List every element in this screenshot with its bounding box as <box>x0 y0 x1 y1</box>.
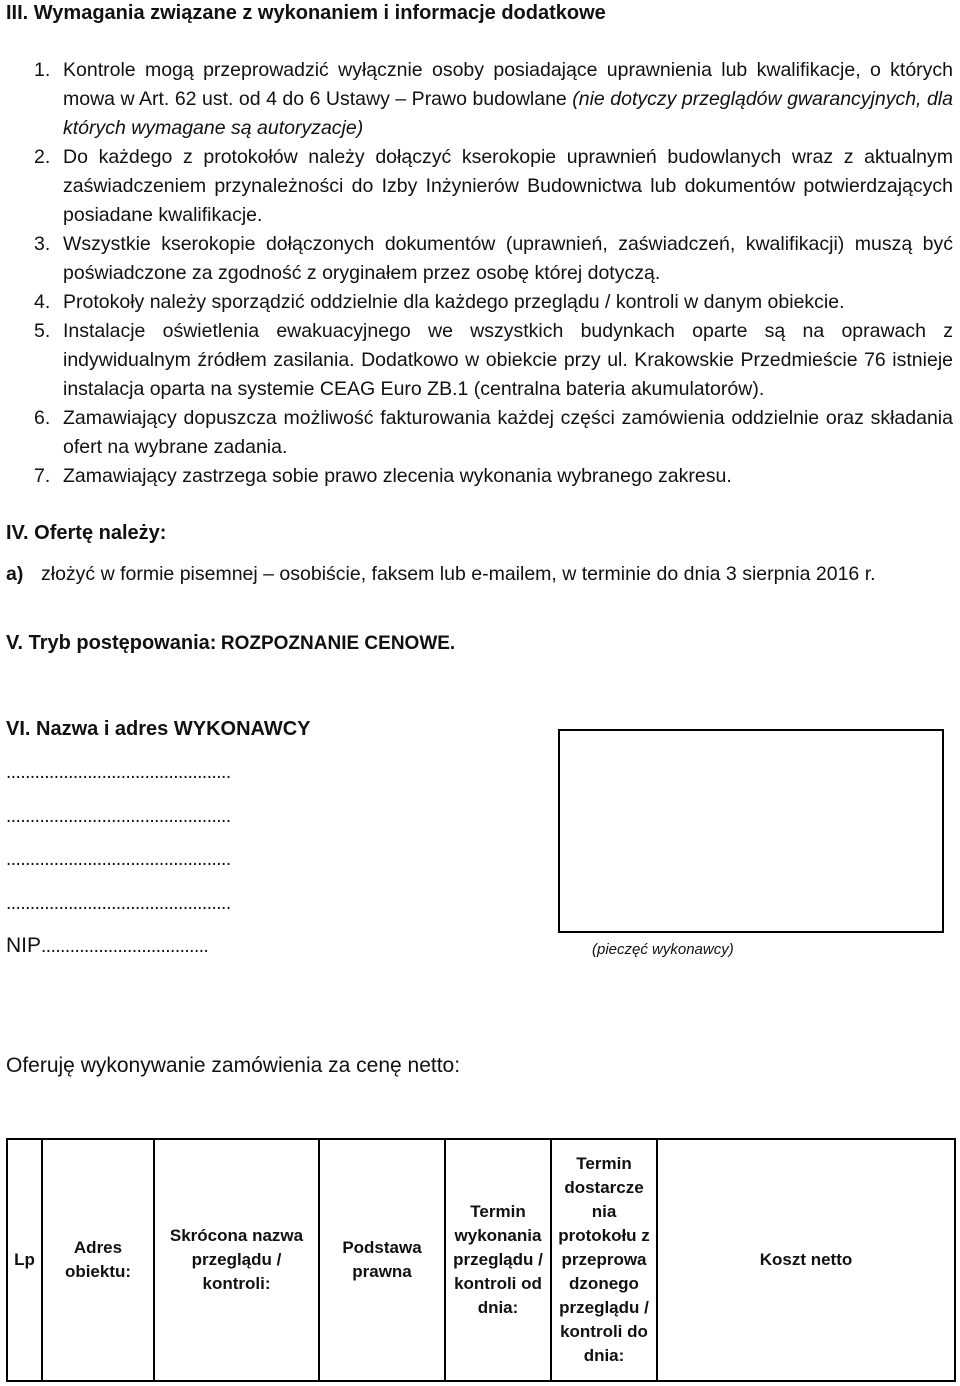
item-1-text-note: (nie dotyczy przeglądów gwarancyjnych, dla których wymagane są autoryzacje) <box>63 88 953 139</box>
contractor-line-1: ............................................... <box>6 762 231 783</box>
table-header-row <box>7 1139 955 1381</box>
item-1-text-main: Kontrole mogą przeprowadzić wyłącznie osoby posiadające uprawnienia lub kwalifikacje, o których mowa w Art. 62 ust. od 4 do 6 Ustawy – Prawo budowlane <box>63 59 953 110</box>
item-5-text: Instalacje oświetlenia ewakuacyjnego we wszystkich budynkach oparte są na oprawach z indywidualnym źródłem zasilania. Dodatkowo w obiekcie przy ul. Krakowskie Przedmieście 76 istnieje instalacja oparta na systemie CEAG Euro ZB.1 (centralna bateria akumulatorów). <box>63 320 953 400</box>
section-4-title: IV. Ofertę należy: <box>6 522 167 544</box>
col-header-delivery-date: Termin dostarcze nia protokołu z przeprowa dzonego przeglądu / kontroli do dnia: <box>551 1139 657 1381</box>
item-7-text: Zamawiający zastrzega sobie prawo zlecenia wykonania wybranego zakresu. <box>63 465 732 487</box>
item-4-number: 4. <box>34 291 51 313</box>
col-header-inspection-name: Skrócona nazwa przeglądu / kontroli: <box>154 1139 319 1381</box>
item-6-number: 6. <box>34 407 51 429</box>
item-2-number: 2. <box>34 146 51 168</box>
col-header-legal-basis: Podstawa prawna <box>319 1139 445 1381</box>
section-5-line <box>6 632 455 655</box>
offer-item-text: złożyć w formie pisemnej – osobiście, faksem lub e-mailem, w terminie do dnia 3 sierpnia 2016 r. <box>41 563 876 585</box>
procedure-type: ROZPOZNANIE CENOWE. <box>220 633 456 654</box>
item-3-text: Wszystkie kserokopie dołączonych dokumentów (uprawnień, zaświadczeń, kwalifikacji) muszą być poświadczone za zgodność z oryginałem przez osobę której dotyczą. <box>63 233 953 284</box>
contractor-line-2: ............................................... <box>6 806 231 827</box>
item-1-text <box>63 56 953 143</box>
contractor-line-4: ............................................... <box>6 893 231 914</box>
col-header-address: Adres obiektu: <box>42 1139 154 1381</box>
stamp-box <box>558 729 944 933</box>
item-6-text: Zamawiający dopuszcza możliwość fakturowania każdej części zamówienia oddzielnie oraz składania ofert na wybrane zadania. <box>63 407 953 458</box>
section-5-title: V. Tryb postępowania: <box>6 632 217 654</box>
offer-item-label: a) <box>6 563 24 585</box>
item-7-number: 7. <box>34 465 51 487</box>
item-2-text: Do każdego z protokołów należy dołączyć kserokopie uprawnień budowlanych wraz z aktualnym zaświadczeniem przynależności do Izby Inżynierów Budownictwa lub dokumentów potwierdzających posiadane kwalifikacje. <box>63 146 953 226</box>
section-3-title: III. Wymagania związane z wykonaniem i informacje dodatkowe <box>6 2 606 24</box>
col-header-net-cost: Koszt netto <box>657 1139 955 1381</box>
section-6-title: VI. Nazwa i adres WYKONAWCY <box>6 718 311 740</box>
nip-label: NIP <box>6 934 42 957</box>
item-5-number: 5. <box>34 320 51 342</box>
item-1-number: 1. <box>34 59 51 81</box>
nip-line <box>6 934 208 958</box>
contractor-line-3: ............................................... <box>6 849 231 870</box>
stamp-caption: (pieczęć wykonawcy) <box>592 941 734 958</box>
item-3-number: 3. <box>34 233 51 255</box>
cost-table <box>6 1138 956 1382</box>
item-4-text: Protokoły należy sporządzić oddzielnie dla każdego przeglądu / kontroli w danym obiekcie. <box>63 291 845 313</box>
col-header-lp: Lp <box>7 1139 42 1381</box>
offer-price-line: Oferuję wykonywanie zamówienia za cenę netto: <box>6 1054 461 1077</box>
col-header-start-date: Termin wykonania przeglądu / kontroli od dnia: <box>445 1139 551 1381</box>
nip-dots: ................................... <box>41 936 209 957</box>
